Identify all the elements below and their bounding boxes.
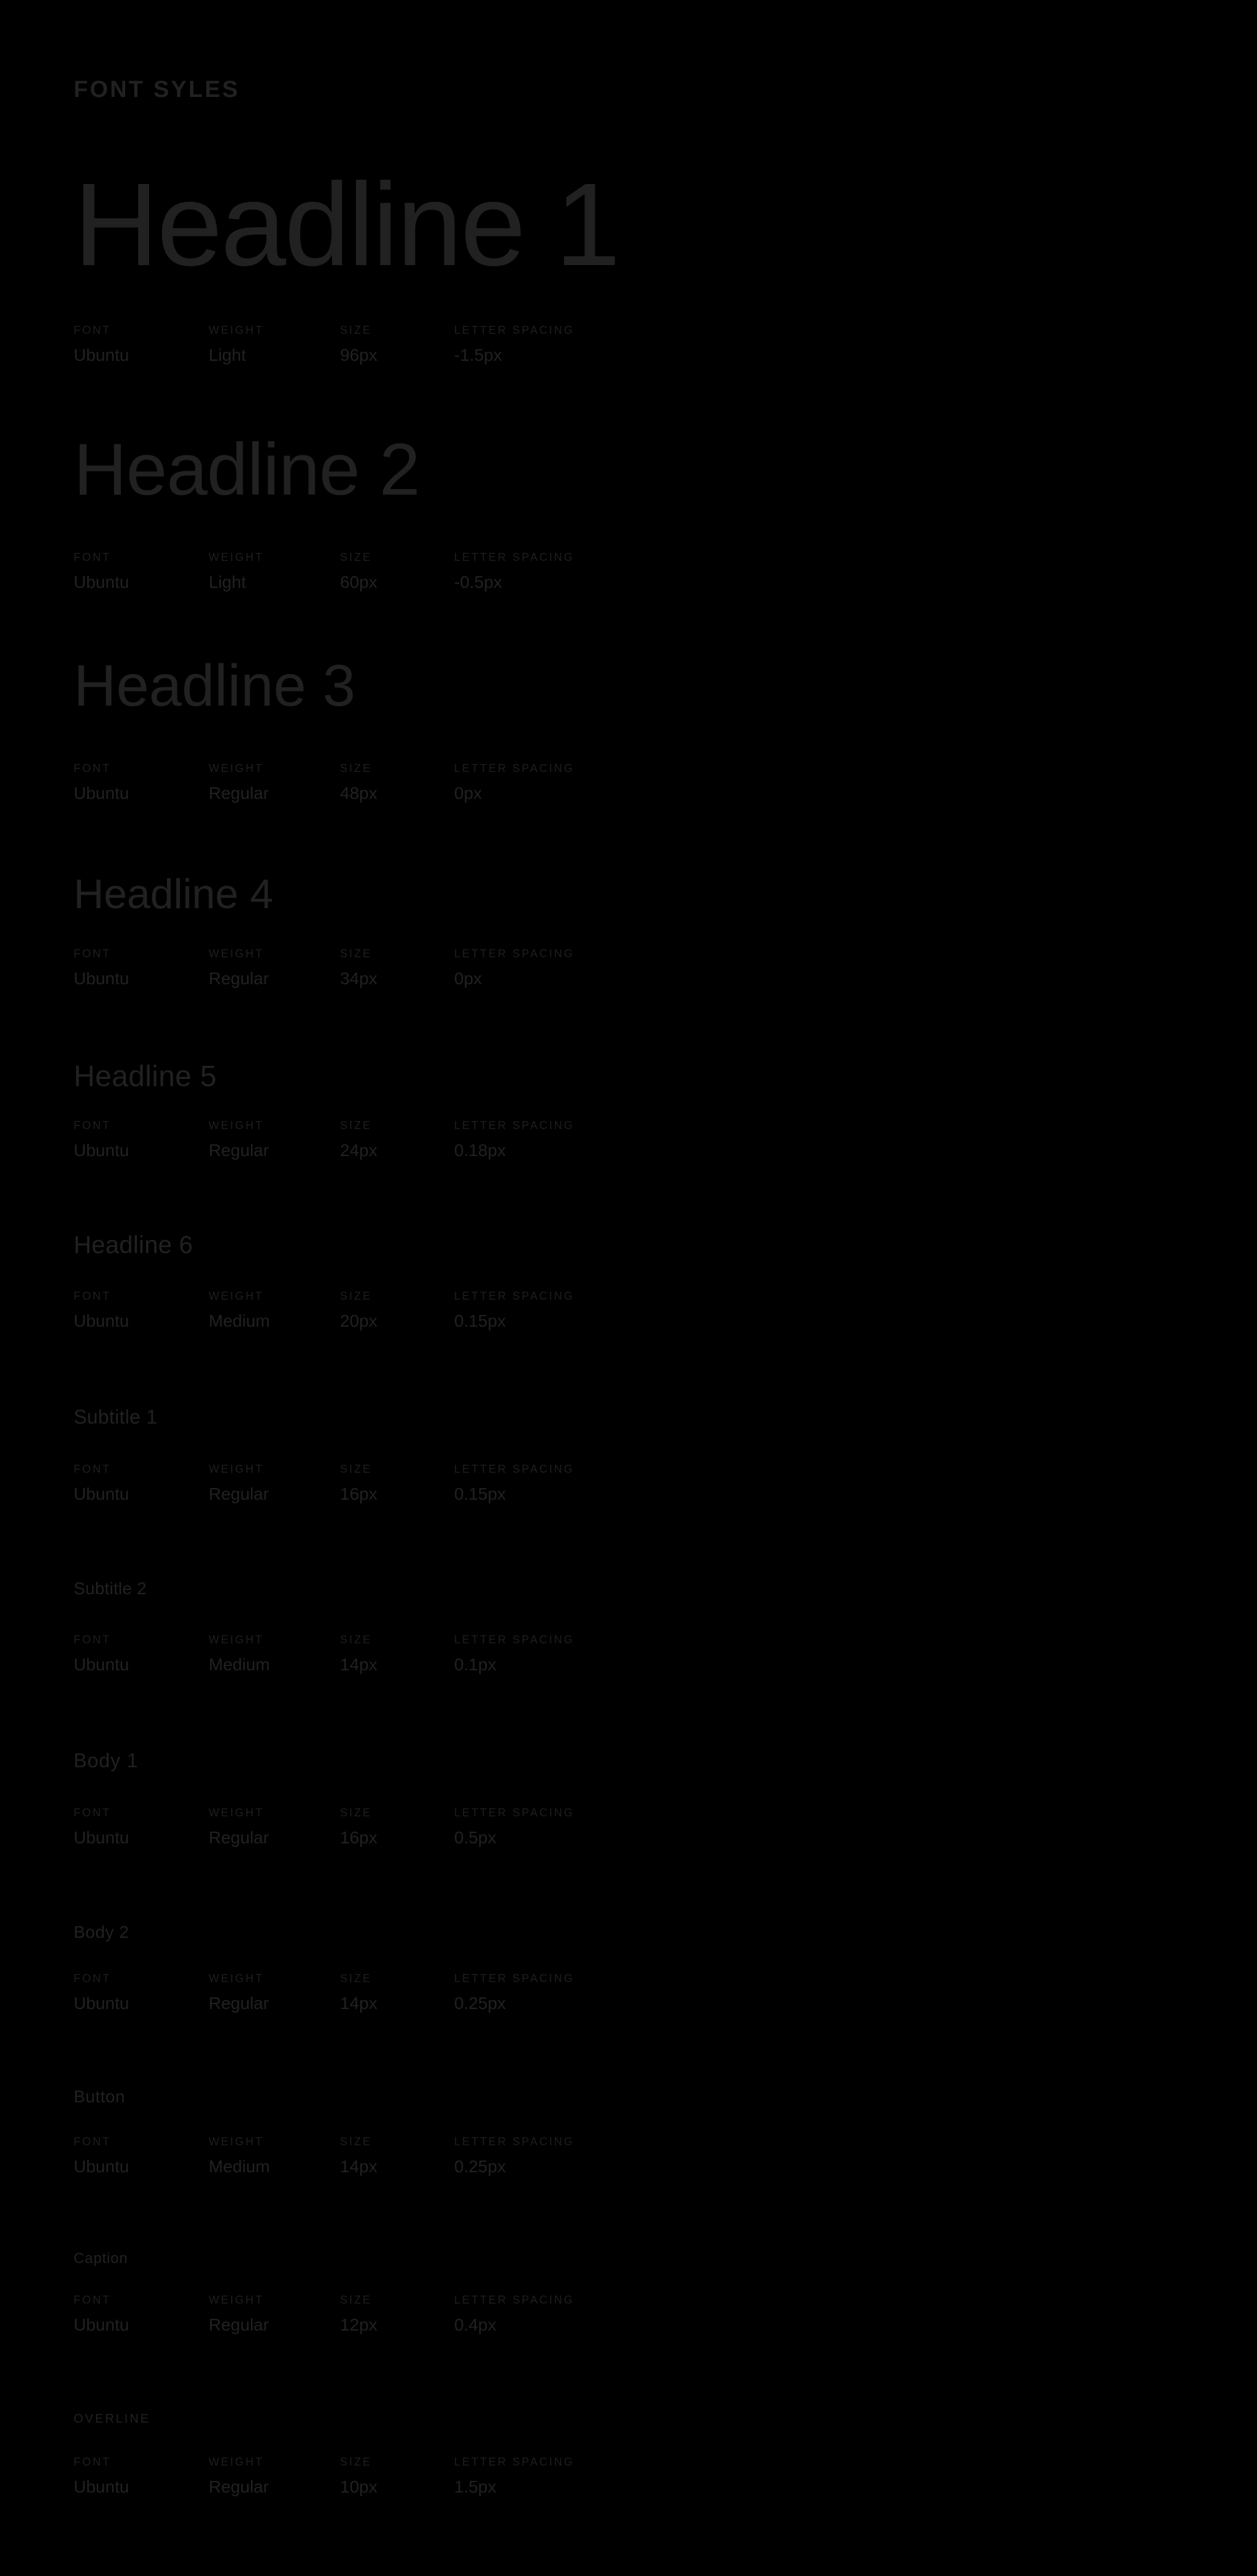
- meta-col-letter-spacing: [454, 1287, 574, 1333]
- meta-col-weight: [209, 1631, 270, 1676]
- meta-col-font: [74, 760, 129, 805]
- meta-label-size: SIZE: [340, 551, 373, 563]
- meta-col-letter-spacing: [454, 945, 574, 990]
- meta-label-weight: WEIGHT: [209, 947, 264, 960]
- meta-label-letter-spacing: LETTER SPACING: [454, 551, 574, 563]
- meta-col-weight: [209, 1970, 269, 2015]
- meta-col-weight: [209, 2133, 270, 2178]
- meta-value-letter-spacing: -0.5px: [454, 572, 502, 592]
- type-meta: [74, 1287, 761, 1341]
- meta-label-weight: WEIGHT: [209, 2456, 264, 2468]
- meta-value-size: 96px: [340, 345, 377, 364]
- meta-col-letter-spacing: [454, 760, 574, 805]
- meta-value-size: 16px: [340, 1827, 377, 1847]
- type-sample: Body 1: [74, 1751, 139, 1772]
- meta-label-letter-spacing: LETTER SPACING: [454, 1290, 574, 1302]
- meta-col-weight: [209, 549, 264, 594]
- meta-label-font: FONT: [74, 1807, 111, 1819]
- meta-col-font: [74, 322, 129, 367]
- meta-value-font: Ubuntu: [74, 1654, 130, 1674]
- meta-col-size: [340, 322, 377, 367]
- meta-value-letter-spacing: 0.15px: [454, 1311, 506, 1330]
- meta-col-font: [74, 2133, 129, 2178]
- meta-label-weight: WEIGHT: [209, 1119, 264, 1132]
- meta-col-weight: [209, 1287, 270, 1333]
- meta-col-size: [340, 760, 377, 805]
- meta-col-font: [74, 1970, 129, 2015]
- meta-value-weight: Regular: [209, 1140, 269, 1160]
- meta-label-letter-spacing: LETTER SPACING: [454, 2294, 574, 2306]
- meta-label-font: FONT: [74, 1119, 111, 1132]
- meta-label-size: SIZE: [340, 2294, 373, 2306]
- meta-value-font: Ubuntu: [74, 1484, 130, 1503]
- meta-value-size: 14px: [340, 1654, 377, 1674]
- meta-label-letter-spacing: LETTER SPACING: [454, 1463, 574, 1475]
- meta-label-size: SIZE: [340, 1807, 373, 1819]
- type-sample: Body 2: [74, 1922, 130, 1942]
- meta-label-weight: WEIGHT: [209, 324, 264, 336]
- type-sample: Subtitle 2: [74, 1578, 147, 1598]
- meta-value-font: Ubuntu: [74, 1311, 130, 1330]
- type-meta: [74, 322, 761, 376]
- meta-col-font: [74, 2453, 129, 2499]
- meta-label-letter-spacing: LETTER SPACING: [454, 762, 574, 774]
- meta-label-size: SIZE: [340, 1290, 373, 1302]
- meta-label-font: FONT: [74, 947, 111, 960]
- meta-value-weight: Light: [209, 345, 246, 364]
- meta-col-letter-spacing: [454, 1631, 574, 1676]
- meta-col-font: [74, 1117, 129, 1162]
- meta-col-letter-spacing: [454, 549, 574, 594]
- meta-label-font: FONT: [74, 2135, 111, 2148]
- meta-value-font: Ubuntu: [74, 1827, 130, 1847]
- meta-col-letter-spacing: [454, 1970, 574, 2015]
- meta-col-size: [340, 1460, 377, 1506]
- meta-col-size: [340, 1287, 377, 1333]
- meta-value-font: Ubuntu: [74, 1993, 130, 2013]
- meta-label-size: SIZE: [340, 1633, 373, 1646]
- meta-col-size: [340, 945, 377, 990]
- meta-value-letter-spacing: -1.5px: [454, 345, 502, 364]
- meta-value-letter-spacing: 0px: [454, 783, 482, 803]
- meta-label-size: SIZE: [340, 947, 373, 960]
- type-sample: Caption: [74, 2250, 128, 2267]
- type-sample: Subtitle 1: [74, 1408, 158, 1429]
- meta-label-letter-spacing: LETTER SPACING: [454, 1807, 574, 1819]
- meta-value-letter-spacing: 0.18px: [454, 1140, 506, 1160]
- meta-col-weight: [209, 1117, 269, 1162]
- meta-col-letter-spacing: [454, 1117, 574, 1162]
- meta-value-size: 48px: [340, 783, 377, 803]
- meta-value-weight: Light: [209, 572, 246, 592]
- meta-value-size: 24px: [340, 1140, 377, 1160]
- type-sample: Headline 6: [74, 1232, 193, 1259]
- meta-label-letter-spacing: LETTER SPACING: [454, 324, 574, 336]
- meta-value-weight: Regular: [209, 968, 269, 988]
- meta-label-size: SIZE: [340, 2135, 373, 2148]
- meta-label-size: SIZE: [340, 1463, 373, 1475]
- meta-label-font: FONT: [74, 1972, 111, 1984]
- meta-col-letter-spacing: [454, 2291, 574, 2337]
- meta-value-letter-spacing: 0.15px: [454, 1484, 506, 1503]
- meta-label-size: SIZE: [340, 324, 373, 336]
- meta-value-size: 20px: [340, 1311, 377, 1330]
- meta-label-font: FONT: [74, 762, 111, 774]
- meta-value-weight: Regular: [209, 1993, 269, 2013]
- meta-value-weight: Regular: [209, 1484, 269, 1503]
- type-meta: [74, 1117, 761, 1171]
- meta-col-letter-spacing: [454, 322, 574, 367]
- meta-col-size: [340, 2453, 377, 2499]
- meta-col-size: [340, 1631, 377, 1676]
- type-sample: Button: [74, 2086, 125, 2106]
- meta-label-letter-spacing: LETTER SPACING: [454, 2135, 574, 2148]
- meta-value-weight: Regular: [209, 1827, 269, 1847]
- meta-value-size: 12px: [340, 2315, 377, 2334]
- meta-label-letter-spacing: LETTER SPACING: [454, 1119, 574, 1132]
- meta-col-font: [74, 1804, 129, 1849]
- meta-label-size: SIZE: [340, 2456, 373, 2468]
- meta-label-letter-spacing: LETTER SPACING: [454, 947, 574, 960]
- meta-value-font: Ubuntu: [74, 2315, 130, 2334]
- type-meta: [74, 2133, 761, 2187]
- type-meta: [74, 945, 761, 999]
- meta-label-weight: WEIGHT: [209, 1633, 264, 1646]
- meta-value-letter-spacing: 0.25px: [454, 1993, 506, 2013]
- meta-value-weight: Regular: [209, 2477, 269, 2496]
- meta-label-weight: WEIGHT: [209, 1463, 264, 1475]
- meta-value-letter-spacing: 1.5px: [454, 2477, 497, 2496]
- meta-col-font: [74, 1631, 129, 1676]
- meta-value-font: Ubuntu: [74, 968, 130, 988]
- meta-label-letter-spacing: LETTER SPACING: [454, 2456, 574, 2468]
- meta-label-weight: WEIGHT: [209, 551, 264, 563]
- type-sample: Headline 5: [74, 1060, 217, 1093]
- meta-label-size: SIZE: [340, 1972, 373, 1984]
- meta-col-size: [340, 1804, 377, 1849]
- meta-label-size: SIZE: [340, 762, 373, 774]
- meta-value-letter-spacing: 0.1px: [454, 1654, 497, 1674]
- meta-value-size: 16px: [340, 1484, 377, 1503]
- type-sample: Headline 3: [74, 654, 355, 719]
- meta-col-weight: [209, 1460, 269, 1506]
- meta-label-weight: WEIGHT: [209, 1972, 264, 1984]
- meta-value-weight: Medium: [209, 1654, 270, 1674]
- type-sample: OVERLINE: [74, 2413, 151, 2426]
- type-meta: [74, 2291, 761, 2345]
- type-meta: [74, 2453, 761, 2507]
- meta-value-weight: Medium: [209, 1311, 270, 1330]
- type-meta: [74, 1631, 761, 1685]
- page-title: FONT SYLES: [74, 77, 240, 103]
- meta-col-size: [340, 2291, 377, 2337]
- meta-col-letter-spacing: [454, 2133, 574, 2178]
- meta-value-font: Ubuntu: [74, 2156, 130, 2176]
- meta-col-font: [74, 945, 129, 990]
- meta-col-size: [340, 2133, 377, 2178]
- meta-col-font: [74, 2291, 129, 2337]
- meta-col-size: [340, 1970, 377, 2015]
- type-sample: Headline 2: [74, 428, 420, 511]
- meta-col-letter-spacing: [454, 1804, 574, 1849]
- meta-label-font: FONT: [74, 2456, 111, 2468]
- meta-col-weight: [209, 1804, 269, 1849]
- meta-label-font: FONT: [74, 551, 111, 563]
- meta-col-size: [340, 549, 377, 594]
- meta-label-font: FONT: [74, 1463, 111, 1475]
- meta-col-letter-spacing: [454, 1460, 574, 1506]
- meta-value-letter-spacing: 0.5px: [454, 1827, 497, 1847]
- meta-value-size: 60px: [340, 572, 377, 592]
- meta-col-font: [74, 1287, 129, 1333]
- type-meta: [74, 760, 761, 814]
- meta-value-weight: Regular: [209, 2315, 269, 2334]
- type-meta: [74, 1970, 761, 2024]
- meta-label-weight: WEIGHT: [209, 1807, 264, 1819]
- meta-label-size: SIZE: [340, 1119, 373, 1132]
- type-meta: [74, 549, 761, 603]
- type-sample: Headline 4: [74, 871, 274, 918]
- meta-label-font: FONT: [74, 1633, 111, 1646]
- meta-label-weight: WEIGHT: [209, 1290, 264, 1302]
- meta-col-letter-spacing: [454, 2453, 574, 2499]
- meta-value-size: 34px: [340, 968, 377, 988]
- type-sample: Headline 1: [74, 160, 619, 291]
- meta-label-font: FONT: [74, 324, 111, 336]
- type-meta: [74, 1460, 761, 1514]
- meta-label-weight: WEIGHT: [209, 762, 264, 774]
- meta-col-weight: [209, 2453, 269, 2499]
- meta-col-font: [74, 1460, 129, 1506]
- meta-label-font: FONT: [74, 2294, 111, 2306]
- meta-value-font: Ubuntu: [74, 2477, 130, 2496]
- meta-value-font: Ubuntu: [74, 572, 130, 592]
- meta-value-letter-spacing: 0.4px: [454, 2315, 497, 2334]
- meta-value-size: 14px: [340, 1993, 377, 2013]
- meta-label-weight: WEIGHT: [209, 2294, 264, 2306]
- meta-label-letter-spacing: LETTER SPACING: [454, 1633, 574, 1646]
- meta-value-size: 10px: [340, 2477, 377, 2496]
- meta-col-size: [340, 1117, 377, 1162]
- meta-col-weight: [209, 2291, 269, 2337]
- meta-label-letter-spacing: LETTER SPACING: [454, 1972, 574, 1984]
- meta-value-letter-spacing: 0px: [454, 968, 482, 988]
- meta-value-font: Ubuntu: [74, 1140, 130, 1160]
- meta-value-font: Ubuntu: [74, 783, 130, 803]
- meta-col-weight: [209, 760, 269, 805]
- meta-value-size: 14px: [340, 2156, 377, 2176]
- meta-col-weight: [209, 322, 264, 367]
- meta-col-font: [74, 549, 129, 594]
- type-meta: [74, 1804, 761, 1858]
- meta-label-weight: WEIGHT: [209, 2135, 264, 2148]
- meta-value-weight: Medium: [209, 2156, 270, 2176]
- meta-col-weight: [209, 945, 269, 990]
- meta-label-font: FONT: [74, 1290, 111, 1302]
- meta-value-letter-spacing: 0.25px: [454, 2156, 506, 2176]
- meta-value-weight: Regular: [209, 783, 269, 803]
- meta-value-font: Ubuntu: [74, 345, 130, 364]
